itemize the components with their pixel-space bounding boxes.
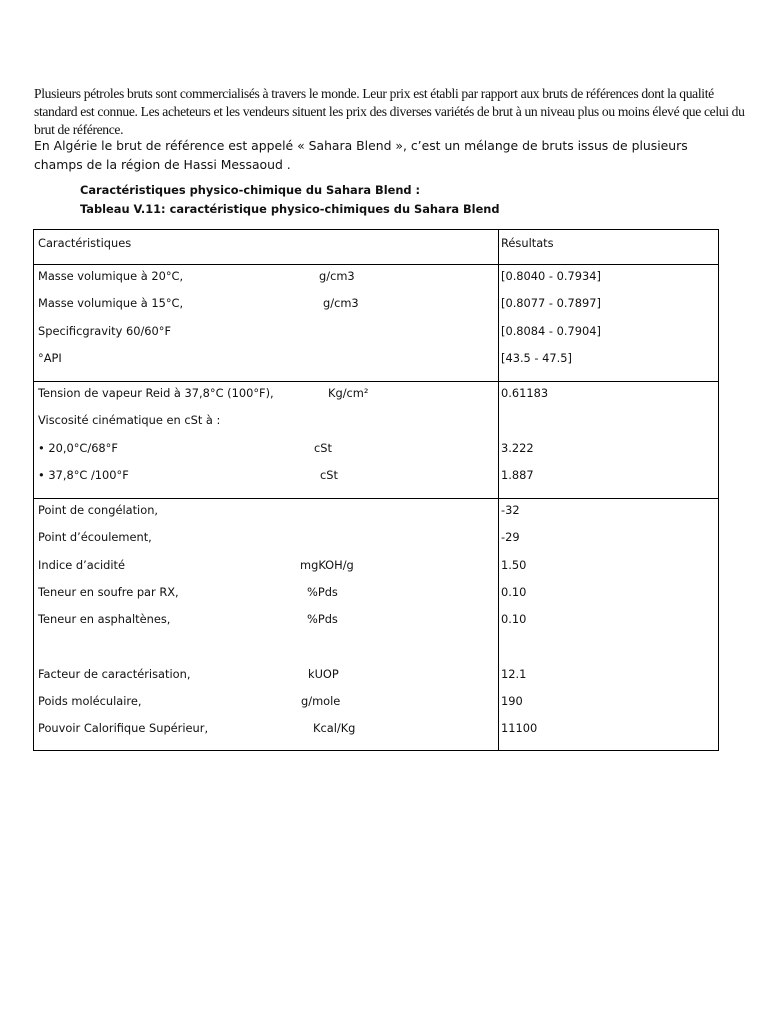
row-label: • 37,8°C /100°F [38,468,129,482]
row-label: °API [38,351,62,365]
row-label: Teneur en soufre par RX, [38,585,179,599]
row-label: Point d’écoulement, [38,530,152,544]
row-label: Indice d’acidité [38,558,125,572]
row-value: -32 [501,503,520,517]
row-value: [0.8040 - 0.7934] [501,269,601,283]
row-unit: g/cm3 [319,269,355,283]
intro-paragraph-2: En Algérie le brut de référence est appelé « Sahara Blend », c’est un mélange de bruts issus de plusieurs champs de la région de Hassi Messaoud . [34,138,688,172]
row-label: Point de congélation, [38,503,159,517]
row-label: Poids moléculaire, [38,694,142,708]
row-divider [34,264,718,265]
row-label: Teneur en asphaltènes, [38,612,171,626]
row-value: [0.8077 - 0.7897] [501,296,601,310]
row-value: -29 [501,530,520,544]
row-label: Masse volumique à 15°C, [38,296,184,310]
row-unit: kUOP [308,667,339,681]
row-label: Viscosité cinématique en cSt à : [38,413,221,427]
row-unit: %Pds [307,612,338,626]
row-unit: Kg/cm² [328,386,369,400]
row-value: [43.5 - 47.5] [501,351,572,365]
row-unit: cSt [314,441,332,455]
characteristics-table [33,229,719,751]
row-label: Pouvoir Calorifique Supérieur, [38,721,209,735]
row-divider [34,381,718,382]
column-divider [498,230,499,750]
row-value: 0.61183 [501,386,549,400]
row-label: Specificgravity 60/60°F [38,324,172,338]
row-value: 0.10 [501,585,527,599]
section-caption: Caractéristiques physico-chimique du Sahara Blend : [80,183,421,197]
row-value: 11100 [501,721,538,735]
row-unit: %Pds [307,585,338,599]
table-caption: Tableau V.11: caractéristique physico-chimiques du Sahara Blend [80,202,500,216]
intro-paragraph-1: Plusieurs pétroles bruts sont commercialisés à travers le monde. Leur prix est établi par rapport aux bruts de références dont la qualité standard est connue. Les acheteurs et les vendeurs situent les prix des diverses variétés de brut à un niveau plus ou moins élevé que celui du brut de référence. [34,86,745,137]
row-label: • 20,0°C/68°F [38,441,118,455]
row-unit: cSt [320,468,338,482]
row-divider [34,498,718,499]
row-unit: g/cm3 [323,296,359,310]
row-label: Masse volumique à 20°C, [38,269,184,283]
row-value: 12.1 [501,667,527,681]
row-label: Facteur de caractérisation, [38,667,191,681]
header-results: Résultats [501,236,554,250]
row-unit: g/mole [301,694,341,708]
row-value: [0.8084 - 0.7904] [501,324,601,338]
row-unit: Kcal/Kg [313,721,356,735]
row-value: 3.222 [501,441,534,455]
row-value: 1.50 [501,558,527,572]
row-value: 1.887 [501,468,534,482]
row-label: Tension de vapeur Reid à 37,8°C (100°F), [38,386,274,400]
header-characteristics: Caractéristiques [38,236,132,250]
row-value: 0.10 [501,612,527,626]
row-unit: mgKOH/g [300,558,354,572]
row-value: 190 [501,694,523,708]
